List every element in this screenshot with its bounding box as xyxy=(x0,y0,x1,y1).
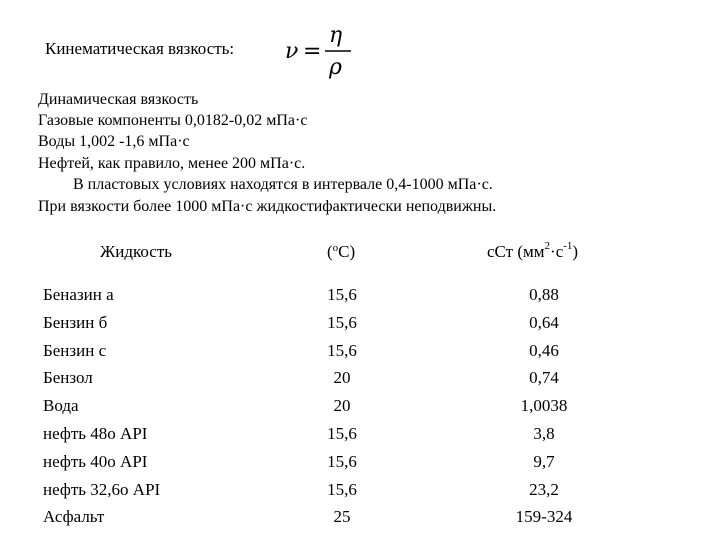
table-cell-temperature: 15,6 xyxy=(327,285,357,304)
table-cell-viscosity: 159-324 xyxy=(515,507,573,526)
text-line-5: В пластовых условиях находятся в интервале 0,4-1000 мПа·с. xyxy=(73,176,493,193)
table-cell-liquid: Беназин а xyxy=(43,285,114,304)
table-cell-viscosity: 23,2 xyxy=(529,480,559,499)
viscosity-formula xyxy=(285,22,355,82)
table-cell-viscosity: 0,88 xyxy=(529,285,559,304)
table-cell-viscosity: 9,7 xyxy=(533,452,555,471)
page-heading: Кинематическая вязкость: xyxy=(45,39,235,58)
table-cell-liquid: Асфальт xyxy=(43,507,105,526)
table-cell-viscosity: 3,8 xyxy=(533,424,555,443)
table-cell-liquid: нефть 40о API xyxy=(43,452,148,471)
text-line-4: Нефтей, как правило, менее 200 мПа·с. xyxy=(38,155,306,172)
formula-lhs: ν xyxy=(285,39,299,64)
table-cell-liquid: нефть 48о API xyxy=(43,424,148,443)
table-cell-liquid: Бензин б xyxy=(43,313,108,332)
text-line-1: Динамическая вязкость xyxy=(38,91,199,108)
table-cell-liquid: Бензол xyxy=(43,368,93,387)
formula-svg xyxy=(285,22,355,82)
visc-close: ) xyxy=(572,242,579,261)
table-cell-temperature: 20 xyxy=(333,396,351,415)
temp-open: ( xyxy=(327,242,333,261)
visc-mid: ·с xyxy=(550,242,564,261)
temp-close: C) xyxy=(338,242,356,261)
table-cell-viscosity: 0,64 xyxy=(529,313,559,332)
col-header-liquid: Жидкость xyxy=(100,242,173,261)
col-header-temperature xyxy=(327,242,355,262)
text-line-2: Газовые компоненты 0,0182-0,02 мПа·с xyxy=(38,112,308,129)
formula-numerator: η xyxy=(329,23,343,48)
table-cell-temperature: 15,6 xyxy=(327,341,357,360)
table-cell-liquid: Вода xyxy=(43,396,79,415)
table-cell-liquid: Бензин с xyxy=(43,341,107,360)
table-cell-viscosity: 1,0038 xyxy=(520,396,568,415)
table-cell-liquid: нефть 32,6о API xyxy=(43,480,161,499)
table-cell-viscosity: 0,74 xyxy=(529,368,559,387)
text-line-6: При вязкости более 1000 мПа·с жидкостифактически неподвижны. xyxy=(38,198,497,215)
visc-sup2: -1 xyxy=(563,240,573,252)
table-cell-temperature: 15,6 xyxy=(327,452,357,471)
table-cell-temperature: 15,6 xyxy=(327,313,357,332)
table-cell-temperature: 15,6 xyxy=(327,424,357,443)
visc-sup1: 2 xyxy=(544,240,551,252)
col-header-viscosity xyxy=(487,242,578,262)
text-line-3: Воды 1,002 -1,6 мПа·с xyxy=(38,133,190,150)
table-cell-viscosity: 0,46 xyxy=(529,341,559,360)
table-cell-temperature: 20 xyxy=(333,368,351,387)
formula-equals: = xyxy=(303,39,322,64)
formula-denominator: ρ xyxy=(329,55,342,80)
table-cell-temperature: 25 xyxy=(333,507,351,526)
table-cell-temperature: 15,6 xyxy=(327,480,357,499)
temp-sup: o xyxy=(332,242,339,254)
visc-prefix: сСт (мм xyxy=(487,242,545,261)
